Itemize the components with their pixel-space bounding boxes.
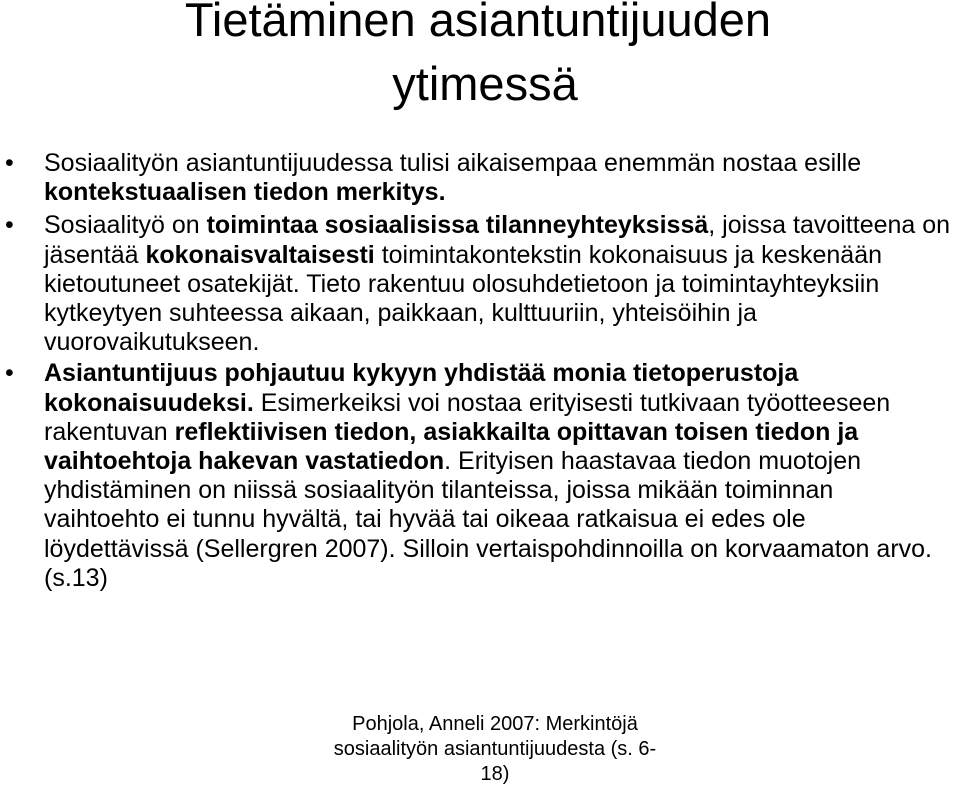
bullet-text-bold: kontekstuaalisen tiedon merkitys. [44, 178, 446, 207]
slide-title-line-2: ytimessä [392, 57, 578, 110]
bullet-text-bold: Asiantuntijuus pohjautuu kykyyn yhdistää monia tietoperustoja kokonaisuudeksi. [44, 359, 799, 417]
slide-title-line-1: Tietäminen asiantuntijuuden [184, 0, 772, 46]
bullet-dot-icon: • [5, 149, 14, 177]
bullet-text: Sosiaalityö on [44, 211, 207, 240]
bullet-text-bold: kokonaisvaltaisesti [145, 240, 375, 269]
bullet-text: . Erityisen haastavaa tiedon muotojen yhdistäminen on niissä sosiaalityön tilanteissa, joissa mikään toiminnan vaihtoehto ei tunnu hyvältä, tai hyvää tai oikeaa ratkaisua ei edes ole löydettävissä (Sellergren 2007). Silloin vertaispohdinnoilla on korvaamaton arvo. (s.13) [44, 447, 932, 592]
slide-title [0, 0, 960, 116]
bullet-text: toimintakontekstin kokonaisuus ja keskenään kietoutuneet osatekijät. Tieto rakentuu olosuhdetietoon ja toimintayhteyksiin kytkeytyen suhteessa aikaan, paikkaan, kulttuuriin, yhteisöihin ja vuorovaikutukseen. [44, 240, 883, 357]
source-citation: Pohjola, Anneli 2007: Merkintöjä sosiaalityön asiantuntijuudesta (s. 6-18) [333, 713, 657, 785]
bullet-dot-icon: • [5, 211, 14, 240]
bullet-item [0, 359, 960, 593]
bullet-text: , joissa tavoitteena on jäsentää [44, 211, 951, 269]
bullet-dot-icon: • [5, 359, 14, 388]
bullet-text: Esimerkeiksi voi nostaa erityisesti tutkivaan työotteeseen rakentuvan [44, 388, 891, 446]
bullet-list [0, 149, 960, 597]
bullet-text-bold: reflektiivisen tiedon, asiakkailta opittavan toisen tiedon ja vaihtoehtoja hakevan vastatiedon [44, 417, 859, 476]
bullet-item [0, 211, 960, 357]
bullet-item [0, 149, 960, 207]
bullet-text: Sosiaalityön asiantuntijuudessa tulisi aikaisempaa enemmän nostaa esille [44, 149, 862, 177]
bullet-text-bold: toimintaa sosiaalisissa tilanneyhteyksissä [206, 211, 709, 240]
